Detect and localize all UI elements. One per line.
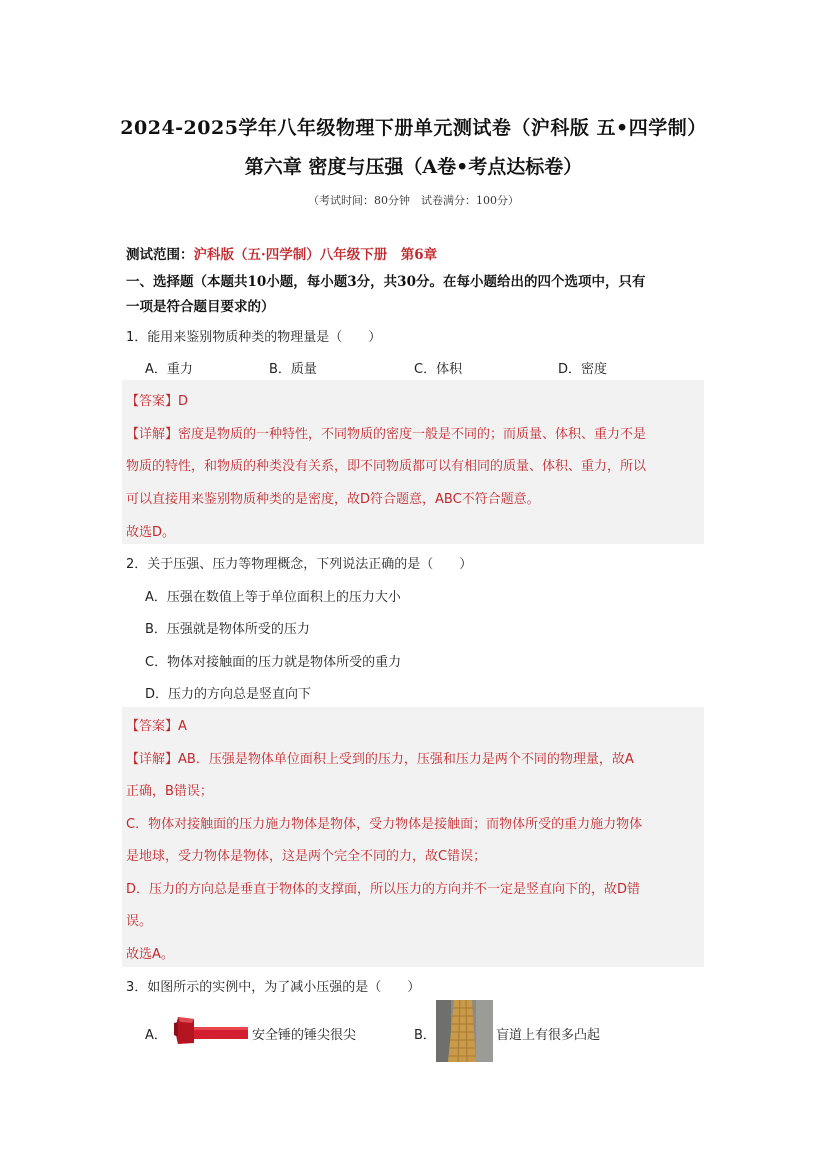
question-1-answer <box>126 390 188 409</box>
question-1-detail-line-2: 物质的特性，和物质的种类没有关系，即不同物质都可以有相同的质量、体积、重力，所以 <box>126 459 647 474</box>
question-1-option-c: C．体积 <box>414 362 463 377</box>
question-1-option-b: B．质量 <box>269 362 317 377</box>
question-1-conclusion: 故选D。 <box>126 525 176 540</box>
answer-value: D <box>178 394 189 409</box>
question-1-option-a: A．重力 <box>145 362 193 377</box>
question-2-answer-box <box>122 707 704 967</box>
section-heading-line1: 一、选择题（本题共10小题，每小题3分，共30分。在每小题给出的四个选项中，只有 <box>126 274 646 290</box>
question-2-option-b: B．压强就是物体所受的压力 <box>145 622 310 637</box>
detail-tag: 【详解】 <box>126 427 179 442</box>
question-1-stem: 1．能用来鉴别物质种类的物理量是（ ） <box>126 330 382 345</box>
test-scope <box>126 243 437 263</box>
safety-hammer-image <box>172 1013 248 1047</box>
tactile-paving-icon <box>436 1000 493 1062</box>
question-2-detail-line-1 <box>126 748 634 767</box>
question-2-detail-line-4: 是地球，受力物体是物体，这是两个完全不同的力，故C错误； <box>126 849 487 864</box>
question-1-detail-line-1 <box>126 423 646 442</box>
question-2-option-c: C．物体对接触面的压力就是物体所受的重力 <box>145 655 402 670</box>
exam-title: 2024-2025学年八年级物理下册单元测试卷（沪科版 五•四学制） <box>120 117 707 139</box>
answer-value: A <box>178 719 187 734</box>
safety-hammer-icon <box>172 1013 248 1047</box>
tactile-paving-image <box>436 1000 493 1062</box>
question-2-option-a: A．压强在数值上等于单位面积上的压力大小 <box>145 590 401 605</box>
question-3-option-b-text: 盲道上有很多凸起 <box>496 1028 601 1043</box>
test-scope-value: 沪科版（五·四学制）八年级下册 第6章 <box>193 247 438 263</box>
question-2-option-d: D．压力的方向总是竖直向下 <box>145 687 312 702</box>
question-2-answer <box>126 715 187 734</box>
detail-text: AB．压强是物体单位面积上受到的压力，压强和压力是两个不同的物理量，故A <box>178 752 634 767</box>
detail-tag: 【详解】 <box>126 752 179 767</box>
question-2-stem: 2．关于压强、压力等物理概念，下列说法正确的是（ ） <box>126 557 473 572</box>
exam-info: （考试时间：80分钟 试卷满分：100分） <box>308 194 519 207</box>
question-2-detail-line-5: D．压力的方向总是垂直于物体的支撑面，所以压力的方向并不一定是竖直向下的，故D错 <box>126 882 641 897</box>
question-3-option-a-letter: A． <box>145 1028 167 1043</box>
question-1-detail-line-3: 可以直接用来鉴别物质种类的是密度，故D符合题意，ABC不符合题意。 <box>126 492 540 507</box>
question-2-detail-line-6: 误。 <box>126 914 153 929</box>
question-2-detail-line-2: 正确，B错误； <box>126 784 213 799</box>
detail-text: 密度是物质的一种特性，不同物质的密度一般是不同的；而质量、体积、重力不是 <box>178 427 647 442</box>
section-heading-line2: 一项是符合题目要求的） <box>126 299 275 315</box>
question-1-option-d: D．密度 <box>558 362 608 377</box>
question-2-conclusion: 故选A。 <box>126 947 174 962</box>
answer-tag: 【答案】 <box>126 719 179 734</box>
chapter-title: 第六章 密度与压强（A卷•考点达标卷） <box>244 156 583 178</box>
question-3-option-b-letter: B． <box>414 1028 436 1043</box>
question-2-detail-line-3: C．物体对接触面的压力施力物体是物体，受力物体是接触面；而物体所受的重力施力物体 <box>126 817 643 832</box>
answer-tag: 【答案】 <box>126 394 179 409</box>
question-3-option-a-text: 安全锤的锤尖很尖 <box>252 1028 357 1043</box>
question-3-stem: 3．如图所示的实例中，为了减小压强的是（ ） <box>126 980 421 995</box>
test-scope-label: 测试范围： <box>126 247 194 263</box>
